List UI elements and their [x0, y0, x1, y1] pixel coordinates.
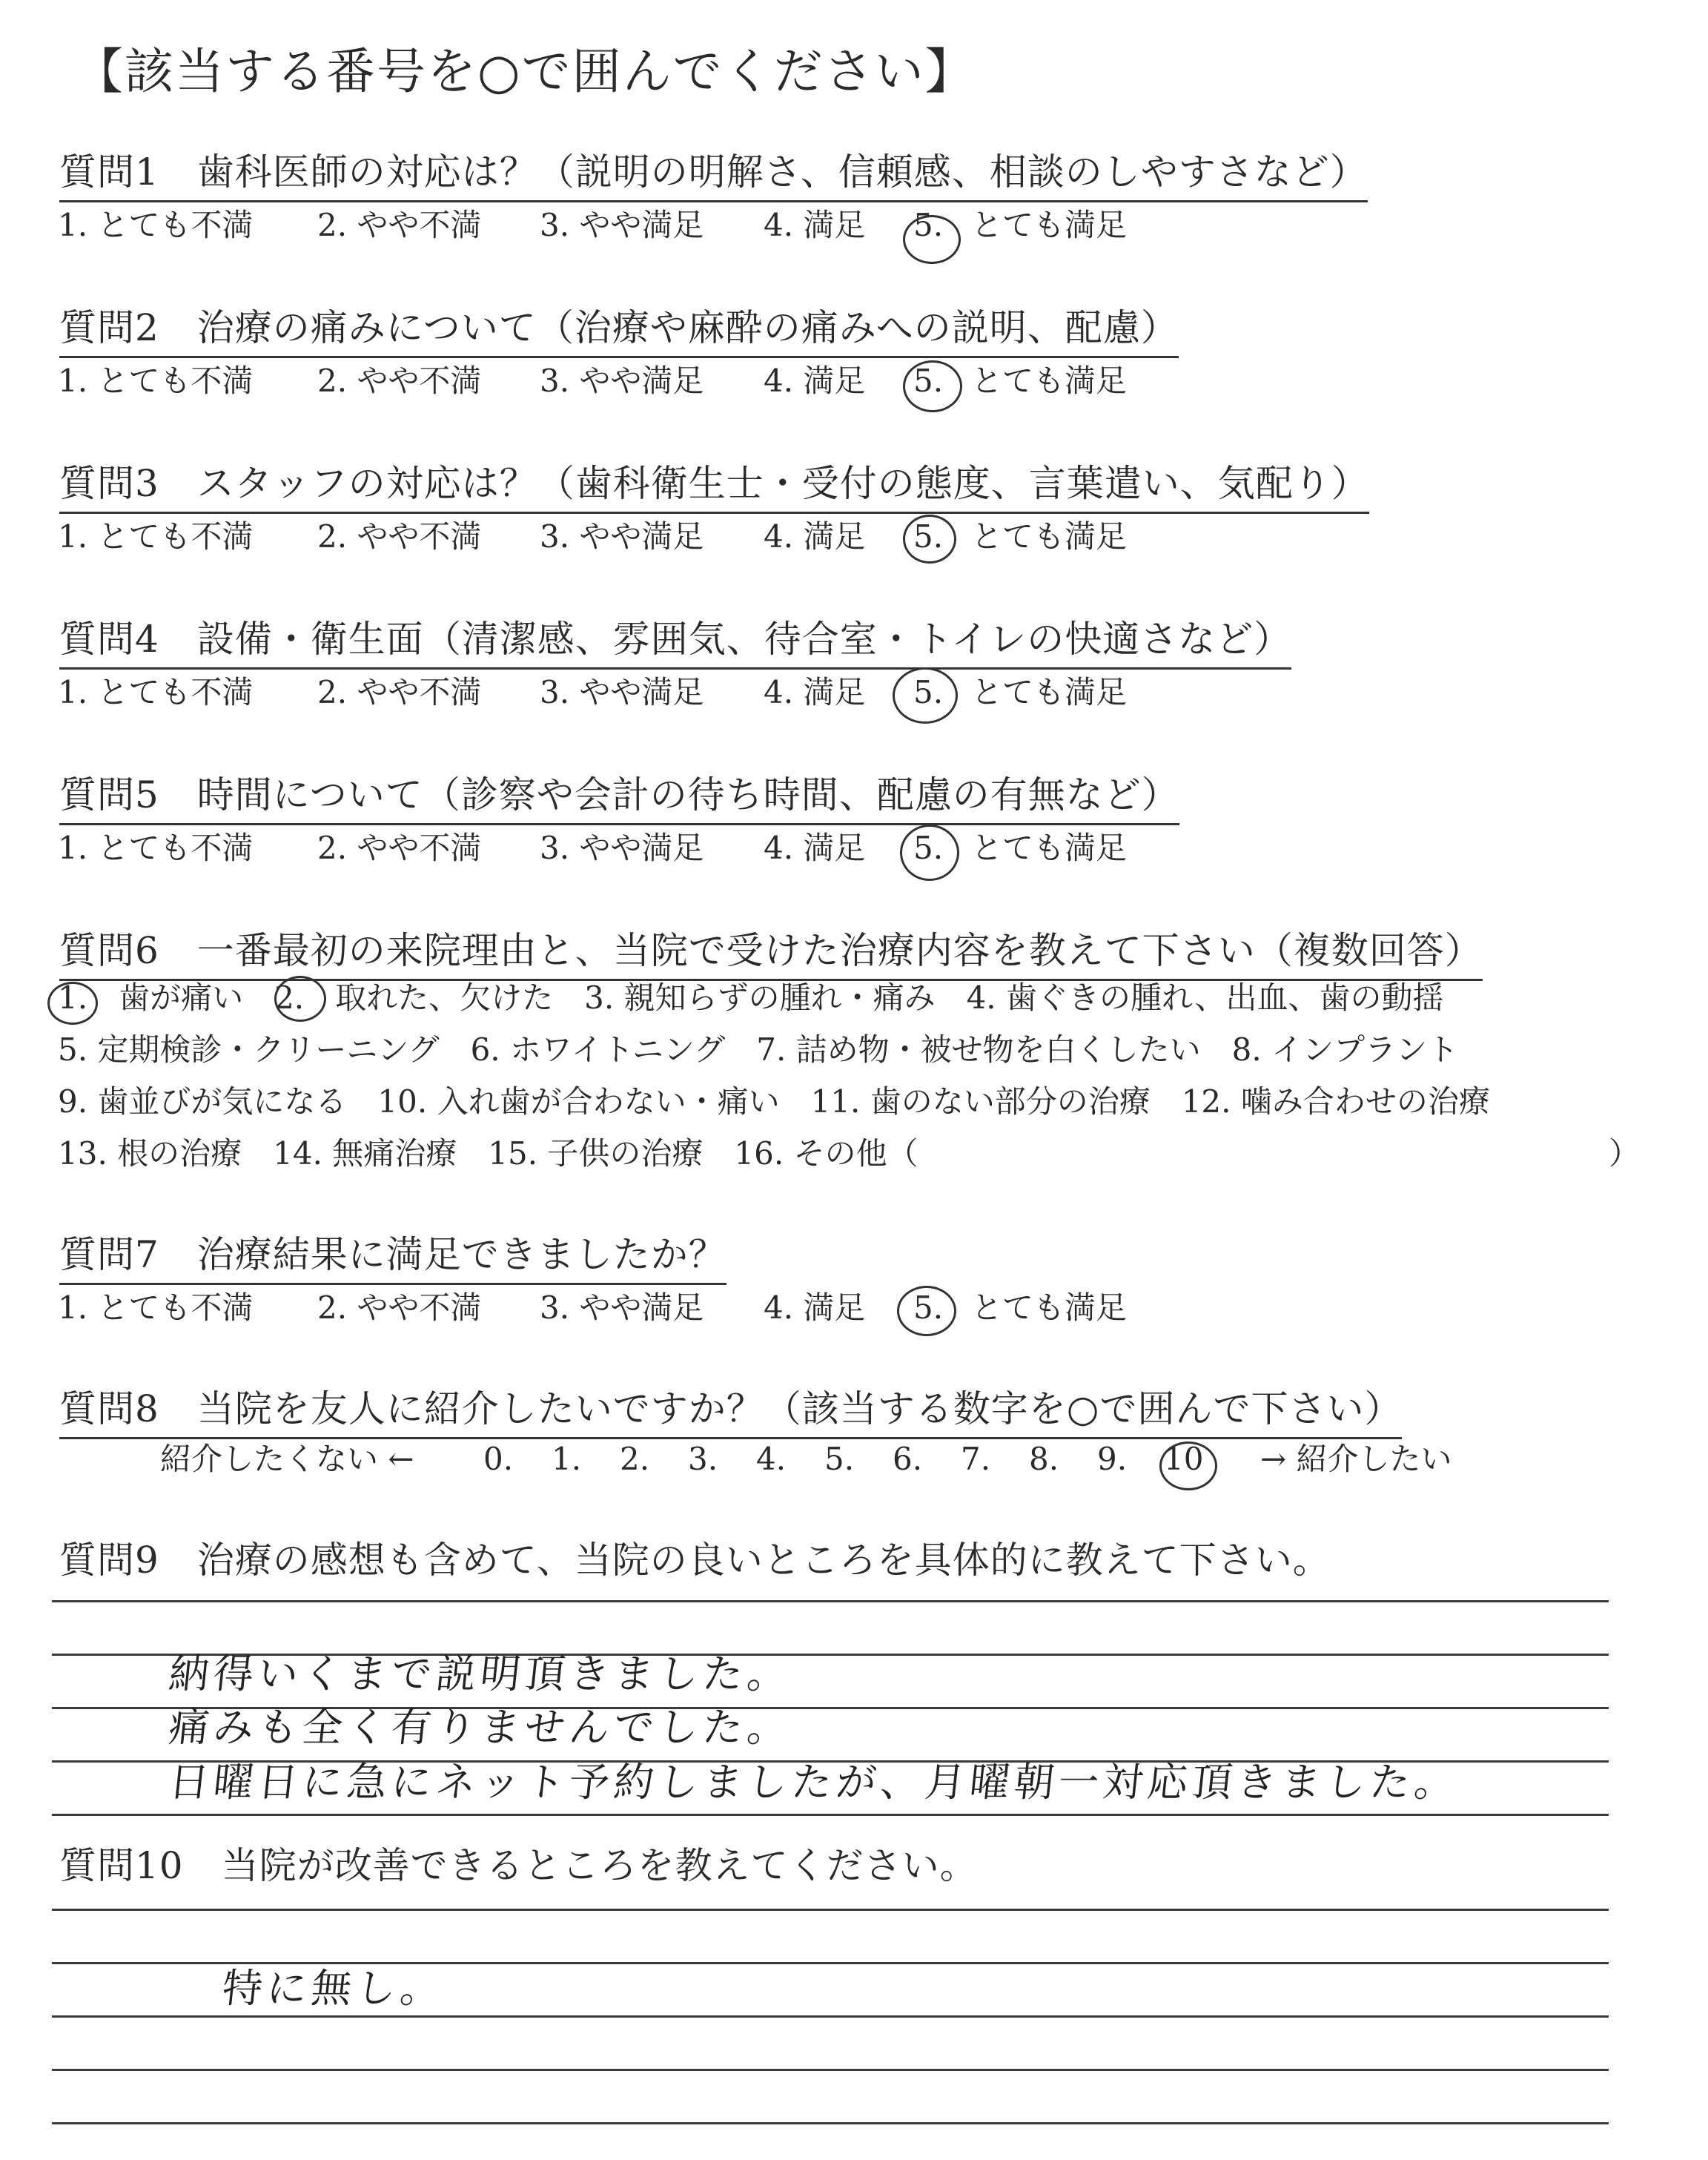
q10-handwritten-answer-1[interactable]: 特に無し。 — [219, 1965, 448, 2012]
q4-option-5-text: とても満足 — [971, 674, 1128, 710]
q7-option-5[interactable]: 5. — [913, 1289, 944, 1326]
q4-option-3[interactable]: 3. やや満足 — [540, 674, 704, 710]
q5-option-5[interactable]: 5. — [913, 830, 944, 866]
q8-scale-10[interactable]: 10 — [1164, 1441, 1204, 1477]
q1-option-4[interactable]: 4. 満足 — [764, 207, 866, 243]
q8-scale-9[interactable]: 9. — [1097, 1441, 1128, 1477]
q1-option-2[interactable]: 2. やや不満 — [317, 207, 482, 243]
page-title: 【該当する番号を○で囲んでください】 — [74, 43, 976, 100]
question-4-label: 質問4 設備・衛生面（清潔感、雰囲気、待合室・トイレの快適さなど） — [59, 615, 1291, 670]
question-2-label: 質問2 治療の痛みについて（治療や麻酔の痛みへの説明、配慮） — [59, 304, 1179, 358]
q3-option-5-text: とても満足 — [971, 518, 1128, 555]
q8-scale-0[interactable]: 0. — [483, 1441, 514, 1477]
q3-option-2[interactable]: 2. やや不満 — [317, 518, 482, 555]
question-7-label: 質問7 治療結果に満足できましたか？ — [59, 1231, 726, 1285]
q8-scale-7[interactable]: 7. — [961, 1441, 991, 1477]
q1-option-1[interactable]: 1. とても不満 — [58, 207, 254, 243]
q5-option-3[interactable]: 3. やや満足 — [540, 830, 704, 866]
q8-scale-8[interactable]: 8. — [1029, 1441, 1059, 1477]
q9-handwritten-answer-2[interactable]: 痛みも全く有りませんでした。 — [166, 1704, 795, 1751]
q9-handwritten-answer-1[interactable]: 納得いくまで説明頂きました。 — [166, 1651, 795, 1697]
q8-scale-6[interactable]: 6. — [893, 1441, 923, 1477]
question-6-label: 質問6 一番最初の来院理由と、当院で受けた治療内容を教えて下さい（複数回答） — [59, 927, 1483, 981]
q2-option-4[interactable]: 4. 満足 — [764, 363, 866, 399]
q6-options-line-2[interactable]: 5. 定期検診・クリーニング 6. ホワイトニング 7. 詰め物・被せ物を白くしたい 8. インプラント — [58, 1031, 1459, 1068]
q8-left-label: 紹介したくない ← — [160, 1441, 414, 1477]
q4-option-1[interactable]: 1. とても不満 — [58, 674, 254, 710]
question-5-label: 質問5 時間について（診察や会計の待ち時間、配慮の有無など） — [59, 771, 1179, 825]
q3-option-5[interactable]: 5. — [913, 518, 944, 555]
question-9-label: 質問9 治療の感想も含めて、当院の良いところを具体的に教えて下さい。 — [59, 1539, 1331, 1582]
q2-option-2[interactable]: 2. やや不満 — [317, 363, 482, 399]
q7-option-2[interactable]: 2. やや不満 — [317, 1289, 482, 1326]
q5-option-2[interactable]: 2. やや不満 — [317, 830, 482, 866]
q10-answer-line-1 — [52, 1909, 1609, 1911]
q8-scale-4[interactable]: 4. — [756, 1441, 787, 1477]
q10-answer-line-4 — [52, 2069, 1609, 2071]
question-8-label: 質問8 当院を友人に紹介したいですか？（該当する数字を○で囲んで下さい） — [59, 1385, 1402, 1439]
q2-option-1[interactable]: 1. とても不満 — [58, 363, 254, 399]
q8-scale-3[interactable]: 3. — [688, 1441, 718, 1477]
q10-answer-line-5 — [52, 2122, 1609, 2124]
q8-scale-1[interactable]: 1. — [552, 1441, 582, 1477]
q9-answer-line-5 — [52, 1814, 1609, 1816]
q6-other-close: ） — [1609, 1135, 1641, 1172]
q5-option-1[interactable]: 1. とても不満 — [58, 830, 254, 866]
q9-answer-line-1 — [52, 1600, 1609, 1602]
q1-option-3[interactable]: 3. やや満足 — [540, 207, 704, 243]
q4-option-4[interactable]: 4. 満足 — [764, 674, 866, 710]
q7-option-5-text: とても満足 — [971, 1289, 1128, 1326]
q8-scale-2[interactable]: 2. — [620, 1441, 650, 1477]
question-1-label: 質問1 歯科医師の対応は？（説明の明解さ、信頼感、相談のしやすさなど） — [59, 148, 1368, 202]
q7-option-1[interactable]: 1. とても不満 — [58, 1289, 254, 1326]
q6-options-line-4[interactable]: 13. 根の治療 14. 無痛治療 15. 子供の治療 16. その他（ — [58, 1135, 918, 1172]
q7-option-3[interactable]: 3. やや満足 — [540, 1289, 704, 1326]
q5-option-5-text: とても満足 — [971, 830, 1128, 866]
q1-option-5[interactable]: 5. — [913, 207, 944, 243]
q2-option-5[interactable]: 5. — [913, 363, 944, 399]
q3-option-1[interactable]: 1. とても不満 — [58, 518, 254, 555]
q5-option-4[interactable]: 4. 満足 — [764, 830, 866, 866]
q7-option-4[interactable]: 4. 満足 — [764, 1289, 866, 1326]
q1-option-5-text: とても満足 — [971, 207, 1128, 243]
question-3-label: 質問3 スタッフの対応は？（歯科衛生士・受付の態度、言葉遣い、気配り） — [59, 460, 1369, 514]
q10-answer-line-3 — [52, 2015, 1609, 2018]
q4-option-5[interactable]: 5. — [913, 674, 944, 710]
question-10-label: 質問10 当院が改善できるところを教えてください。 — [59, 1844, 978, 1887]
q6-options-line-1[interactable]: 1. 歯が痛い 2. 取れた、欠けた 3. 親知らずの腫れ・痛み 4. 歯ぐきの腫れ、出血、歯の動揺 — [58, 980, 1444, 1016]
q3-option-3[interactable]: 3. やや満足 — [540, 518, 704, 555]
q3-option-4[interactable]: 4. 満足 — [764, 518, 866, 555]
q8-scale-5[interactable]: 5. — [824, 1441, 855, 1477]
q2-option-5-text: とても満足 — [971, 363, 1128, 399]
q9-handwritten-answer-3[interactable]: 日曜日に急にネット予約しましたが、月曜朝一対応頂きました。 — [166, 1759, 1462, 1806]
q4-option-2[interactable]: 2. やや不満 — [317, 674, 482, 710]
q6-options-line-3[interactable]: 9. 歯並びが気になる 10. 入れ歯が合わない・痛い 11. 歯のない部分の治療 12. 噛み合わせの治療 — [58, 1083, 1490, 1120]
q8-right-label: → 紹介したい — [1260, 1441, 1452, 1477]
q2-option-3[interactable]: 3. やや満足 — [540, 363, 704, 399]
q10-answer-line-2 — [52, 1962, 1609, 1964]
